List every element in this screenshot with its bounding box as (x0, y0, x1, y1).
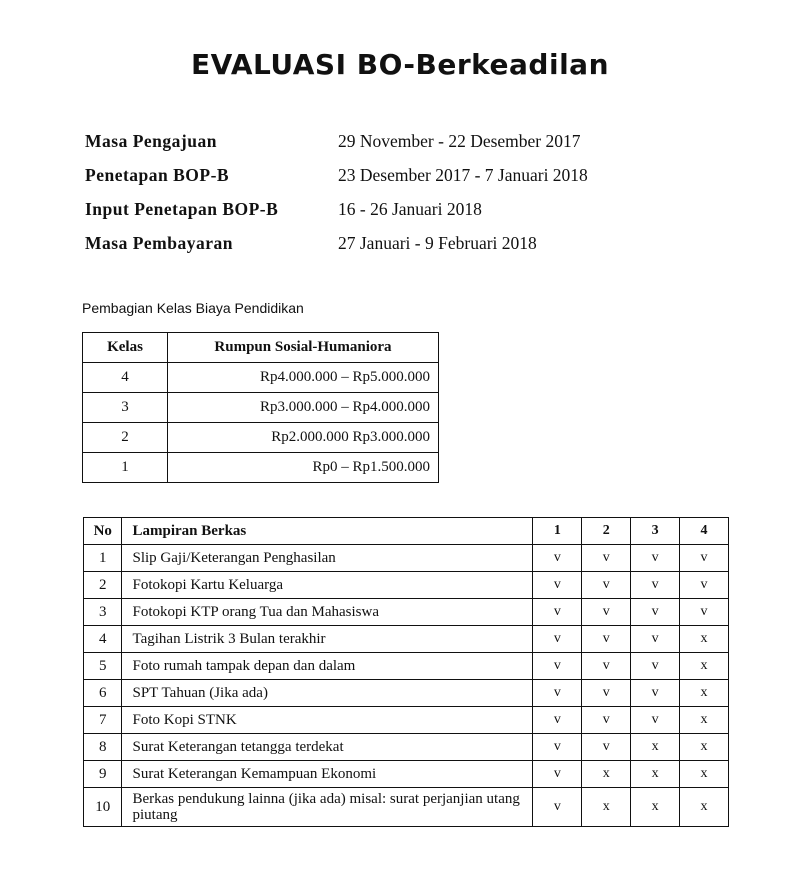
table-row (83, 453, 439, 483)
check-mark: v (533, 626, 582, 653)
file-name: Foto rumah tampak depan dan dalam (122, 653, 533, 680)
row-number: 10 (84, 788, 122, 827)
file-name: Fotokopi Kartu Keluarga (122, 572, 533, 599)
check-mark: v (582, 572, 631, 599)
kelas-table (82, 332, 439, 483)
check-mark: v (533, 545, 582, 572)
file-name: Tagihan Listrik 3 Bulan terakhir (122, 626, 533, 653)
row-number: 3 (84, 599, 122, 626)
kelas-cell: 3 (83, 393, 168, 423)
kelas-cell: 4 (83, 363, 168, 393)
table-row (84, 572, 729, 599)
schedule-row (85, 162, 645, 196)
check-mark: x (680, 788, 729, 827)
check-mark: x (582, 761, 631, 788)
check-mark: v (533, 761, 582, 788)
table-row (84, 599, 729, 626)
kelas-cell: 2 (83, 423, 168, 453)
row-number: 4 (84, 626, 122, 653)
check-mark: v (631, 599, 680, 626)
check-mark: v (582, 626, 631, 653)
schedule-value: 23 Desember 2017 - 7 Januari 2018 (338, 165, 588, 185)
check-mark: v (533, 707, 582, 734)
range-cell: Rp0 – Rp1.500.000 (168, 453, 439, 483)
column-header: Kelas (83, 333, 168, 363)
check-mark: x (680, 734, 729, 761)
table-row (84, 788, 729, 827)
schedule-value: 29 November - 22 Desember 2017 (338, 131, 581, 151)
check-mark: v (631, 653, 680, 680)
schedule-label: Masa Pembayaran (85, 233, 233, 253)
row-number: 8 (84, 734, 122, 761)
table-row (84, 761, 729, 788)
check-mark: v (533, 572, 582, 599)
column-header: Rumpun Sosial-Humaniora (168, 333, 439, 363)
check-mark: v (582, 653, 631, 680)
column-header: 3 (631, 518, 680, 545)
file-name: Surat Keterangan tetangga terdekat (122, 734, 533, 761)
schedule-label: Penetapan BOP-B (85, 165, 230, 185)
table-row (84, 707, 729, 734)
check-mark: v (680, 599, 729, 626)
schedule-label: Masa Pengajuan (85, 131, 217, 151)
check-mark: v (582, 545, 631, 572)
schedule-value: 16 - 26 Januari 2018 (338, 199, 482, 219)
table-row (84, 680, 729, 707)
column-header: 4 (680, 518, 729, 545)
row-number: 2 (84, 572, 122, 599)
table-header-row (84, 518, 729, 545)
check-mark: x (680, 626, 729, 653)
schedule-row (85, 128, 645, 162)
check-mark: v (582, 707, 631, 734)
check-mark: v (631, 707, 680, 734)
check-mark: x (680, 680, 729, 707)
check-mark: v (533, 734, 582, 761)
table-row (84, 545, 729, 572)
range-cell: Rp4.000.000 – Rp5.000.000 (168, 363, 439, 393)
check-mark: x (631, 761, 680, 788)
file-name: Fotokopi KTP orang Tua dan Mahasiswa (122, 599, 533, 626)
file-name: Slip Gaji/Keterangan Penghasilan (122, 545, 533, 572)
row-number: 5 (84, 653, 122, 680)
check-mark: v (533, 653, 582, 680)
table-header-row (83, 333, 439, 363)
document-title: EVALUASI BO-Berkeadilan (190, 48, 610, 81)
check-mark: v (631, 626, 680, 653)
row-number: 6 (84, 680, 122, 707)
column-header: Lampiran Berkas (122, 518, 533, 545)
column-header: 1 (533, 518, 582, 545)
row-number: 9 (84, 761, 122, 788)
check-mark: v (533, 788, 582, 827)
schedule-list (85, 128, 645, 264)
files-table (83, 517, 729, 827)
check-mark: v (533, 680, 582, 707)
check-mark: v (680, 572, 729, 599)
check-mark: v (631, 572, 680, 599)
check-mark: x (680, 653, 729, 680)
row-number: 7 (84, 707, 122, 734)
check-mark: x (582, 788, 631, 827)
file-name: Foto Kopi STNK (122, 707, 533, 734)
range-cell: Rp2.000.000 Rp3.000.000 (168, 423, 439, 453)
check-mark: x (680, 761, 729, 788)
check-mark: x (631, 734, 680, 761)
kelas-caption: Pembagian Kelas Biaya Pendidikan (82, 300, 304, 316)
file-name: SPT Tahuan (Jika ada) (122, 680, 533, 707)
schedule-row (85, 196, 645, 230)
column-header: 2 (582, 518, 631, 545)
check-mark: v (582, 680, 631, 707)
table-row (83, 393, 439, 423)
check-mark: v (680, 545, 729, 572)
check-mark: x (631, 788, 680, 827)
file-name: Surat Keterangan Kemampuan Ekonomi (122, 761, 533, 788)
check-mark: x (680, 707, 729, 734)
check-mark: v (582, 734, 631, 761)
check-mark: v (631, 545, 680, 572)
schedule-value: 27 Januari - 9 Februari 2018 (338, 233, 537, 253)
table-row (83, 423, 439, 453)
check-mark: v (631, 680, 680, 707)
file-name: Berkas pendukung lainna (jika ada) misal: surat perjanjian utang piutang (122, 788, 533, 827)
kelas-cell: 1 (83, 453, 168, 483)
schedule-row (85, 230, 645, 264)
schedule-label: Input Penetapan BOP-B (85, 199, 279, 219)
table-row (83, 363, 439, 393)
range-cell: Rp3.000.000 – Rp4.000.000 (168, 393, 439, 423)
table-row (84, 734, 729, 761)
column-header: No (84, 518, 122, 545)
check-mark: v (533, 599, 582, 626)
table-row (84, 626, 729, 653)
table-row (84, 653, 729, 680)
check-mark: v (582, 599, 631, 626)
row-number: 1 (84, 545, 122, 572)
